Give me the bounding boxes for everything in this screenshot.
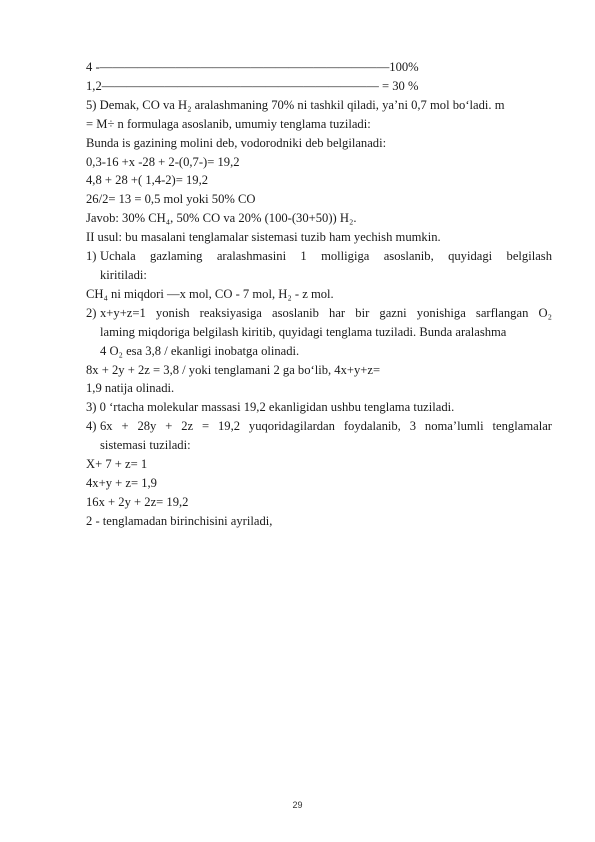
notation-line: Bunda is gazining molini deb, vodorodniki deb belgilanadi: [86, 135, 387, 150]
list-item-text: Uchala gazlaming aralashmasini 1 molligiga asoslanib, quyidagi belgilash [100, 249, 552, 264]
equation-line-3: 26/2= 13 = 0,5 mol yoki 50% CO [86, 192, 256, 207]
list-item-text: x+y+z=1 yonish reaksiyasiga asoslanib har bir gazni yonishiga sarflangan O₂ [100, 305, 552, 320]
document-page [86, 58, 552, 531]
page-number: 29 [292, 800, 303, 810]
list-item-1 [86, 247, 552, 285]
method-2-heading: II usul: bu masalani tenglamalar sistemasi tuzib ham yechish mumkin. [86, 230, 441, 245]
list-item-text: kiritiladi: [100, 267, 147, 282]
closing-line: 2 - tenglamadan birinchisini ayriladi, [86, 513, 273, 528]
list-number: 1) [86, 249, 97, 264]
list-item-text: 6x + 28y + 2z = 19,2 yuqoridagilardan foydalanib, 3 noma’lumli tenglamalar [100, 419, 552, 434]
list-item-text: laming miqdoriga belgilash kiritib, quyidagi tenglama tuziladi. Bunda aralashma [100, 324, 507, 339]
system-equation-2: 4x+y + z= 1,9 [86, 475, 157, 490]
list-number: 2) [86, 305, 97, 320]
variables-line: CH₄ ni miqdori —x mol, CO - 7 mol, H₂ - z mol. [86, 286, 334, 301]
oxygen-equation-line: 8x + 2y + 2z = 3,8 / yoki tenglamani 2 ga bo‘lib, 4x+y+z= [86, 362, 381, 377]
proportion-line-1: 4 -———————————————————————100% [86, 60, 419, 74]
step-5-line-b: = M÷ n formulaga asoslanib, umumiy tenglama tuziladi: [86, 116, 371, 131]
list-number: 4) [86, 419, 97, 434]
proportion-line-2: 1,2—————————————————————— = 30 % [86, 78, 419, 93]
list-item-2 [86, 304, 552, 361]
answer-line: Javob: 30% CH₄, 50% CO va 20% (100-(30+50)) H₂. [86, 211, 357, 226]
system-equation-3: 16x + 2y + 2z= 19,2 [86, 494, 189, 509]
result-line: 1,9 natija olinadi. [86, 381, 175, 396]
list-item-4 [86, 417, 552, 455]
list-item-text: sistemasi tuziladi: [100, 438, 191, 453]
step-5-line-a: 5) Demak, CO va H₂ aralashmaning 70% ni tashkil qiladi, ya’ni 0,7 mol bo‘ladi. m [86, 97, 505, 112]
equation-line-1: 0,3-16 +x -28 + 2-(0,7-)= 19,2 [86, 154, 240, 169]
list-item-text: 4 O₂ esa 3,8 / ekanligi inobatga olinadi. [100, 343, 300, 358]
system-equation-1: X+ 7 + z= 1 [86, 457, 148, 472]
equation-line-2: 4,8 + 28 +( 1,4-2)= 19,2 [86, 173, 209, 188]
step-3-line: 3) 0 ‘rtacha molekular massasi 19,2 ekanligidan ushbu tenglama tuziladi. [86, 400, 455, 415]
